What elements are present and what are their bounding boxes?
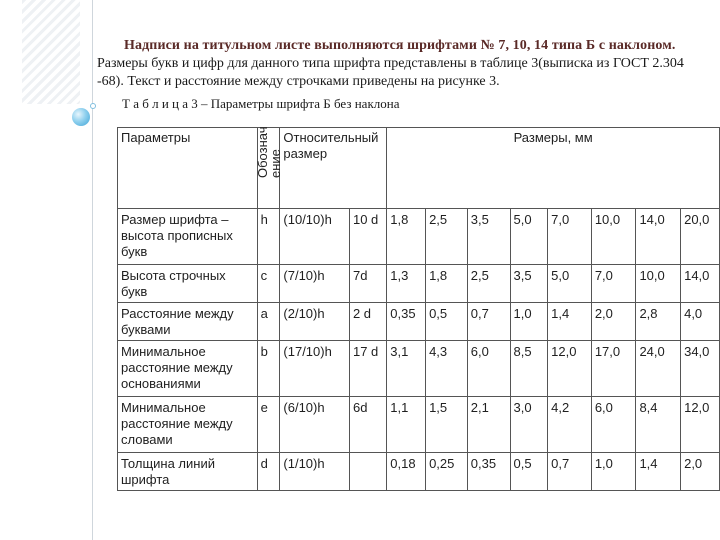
param-name-cell: Высота строчных букв (118, 265, 258, 303)
size-value-cell: 3,5 (510, 265, 548, 303)
symbol-cell: d (257, 453, 280, 491)
param-name-cell: Толщина линий шрифта (118, 453, 258, 491)
size-value-cell: 1,4 (636, 453, 681, 491)
size-value-cell: 5,0 (510, 209, 548, 265)
size-value-cell: 7,0 (591, 265, 636, 303)
table-row (118, 341, 720, 397)
relative-size-cell: (17/10)h (280, 341, 350, 397)
symbol-cell: a (257, 303, 280, 341)
param-name-cell: Минимальное расстояние между словами (118, 397, 258, 453)
symbol-cell: h (257, 209, 280, 265)
size-value-cell: 0,18 (387, 453, 426, 491)
size-value-cell: 6,0 (591, 397, 636, 453)
size-value-cell: 3,1 (387, 341, 426, 397)
size-value-cell: 0,35 (467, 453, 510, 491)
size-value-cell: 6,0 (467, 341, 510, 397)
size-value-cell: 0,35 (387, 303, 426, 341)
param-name-cell: Расстояние между буквами (118, 303, 258, 341)
size-value-cell: 4,0 (681, 303, 720, 341)
size-value-cell: 4,2 (548, 397, 592, 453)
size-value-cell: 10,0 (591, 209, 636, 265)
relative-size-cell: (10/10)h (280, 209, 350, 265)
header-sizes-mm: Размеры, мм (387, 128, 720, 209)
size-value-cell: 12,0 (681, 397, 720, 453)
slide-title: Надписи на титульном листе выполняются шрифтами № 7, 10, 14 типа Б с наклоном. (124, 38, 676, 53)
size-value-cell: 1,0 (591, 453, 636, 491)
param-name-cell: Размер шрифта – высота прописных букв (118, 209, 258, 265)
size-value-cell: 0,5 (426, 303, 468, 341)
decorative-stripe-bar (22, 0, 80, 104)
decorative-bubble-large (72, 108, 90, 126)
size-value-cell: 1,3 (387, 265, 426, 303)
size-value-cell: 8,4 (636, 397, 681, 453)
size-value-cell: 1,8 (426, 265, 468, 303)
param-name-cell: Минимальное расстояние между основаниями (118, 341, 258, 397)
decorative-vertical-line (92, 0, 93, 540)
intro-paragraph: Размеры букв и цифр для данного типа шрифта представлены в таблице 3(выписка из ГОСТ 2.304 -68). Текст и расстояние между строчками приведены на рисунке 3. (97, 56, 684, 89)
relative-size-cell: (1/10)h (280, 453, 350, 491)
table-row (118, 209, 720, 265)
size-value-cell: 3,5 (467, 209, 510, 265)
symbol-cell: b (257, 341, 280, 397)
header-relative-size: Относительный размер (280, 128, 387, 209)
size-value-cell: 2,1 (467, 397, 510, 453)
size-value-cell: 1,0 (510, 303, 548, 341)
size-value-cell: 2,8 (636, 303, 681, 341)
size-value-cell: 1,8 (387, 209, 426, 265)
relative-d-cell (349, 453, 386, 491)
size-value-cell: 10,0 (636, 265, 681, 303)
size-value-cell: 4,3 (426, 341, 468, 397)
decorative-bubble-small (90, 103, 96, 109)
relative-size-cell: (6/10)h (280, 397, 350, 453)
size-value-cell: 2,5 (426, 209, 468, 265)
size-value-cell: 17,0 (591, 341, 636, 397)
table-row (118, 303, 720, 341)
relative-d-cell: 2 d (349, 303, 386, 341)
size-value-cell: 14,0 (636, 209, 681, 265)
size-value-cell: 0,7 (467, 303, 510, 341)
size-value-cell: 3,0 (510, 397, 548, 453)
size-value-cell: 0,25 (426, 453, 468, 491)
size-value-cell: 1,4 (548, 303, 592, 341)
size-value-cell: 0,5 (510, 453, 548, 491)
size-value-cell: 0,7 (548, 453, 592, 491)
table-caption: Т а б л и ц а 3 – Параметры шрифта Б без наклона (122, 96, 400, 111)
size-value-cell: 1,5 (426, 397, 468, 453)
symbol-cell: c (257, 265, 280, 303)
size-value-cell: 2,5 (467, 265, 510, 303)
size-value-cell: 2,0 (681, 453, 720, 491)
size-value-cell: 7,0 (548, 209, 592, 265)
size-value-cell: 12,0 (548, 341, 592, 397)
relative-size-cell: (7/10)h (280, 265, 350, 303)
relative-size-cell: (2/10)h (280, 303, 350, 341)
relative-d-cell: 7d (349, 265, 386, 303)
size-value-cell: 14,0 (681, 265, 720, 303)
size-value-cell: 1,1 (387, 397, 426, 453)
font-parameters-table (117, 127, 720, 491)
relative-d-cell: 10 d (349, 209, 386, 265)
size-value-cell: 20,0 (681, 209, 720, 265)
table-row (118, 265, 720, 303)
symbol-cell: e (257, 397, 280, 453)
relative-d-cell: 17 d (349, 341, 386, 397)
table-header-row (118, 128, 720, 209)
relative-d-cell: 6d (349, 397, 386, 453)
header-designation: Обознач ение (257, 128, 280, 209)
header-params: Параметры (118, 128, 258, 209)
size-value-cell: 24,0 (636, 341, 681, 397)
size-value-cell: 34,0 (681, 341, 720, 397)
size-value-cell: 2,0 (591, 303, 636, 341)
table-row (118, 397, 720, 453)
table-row (118, 453, 720, 491)
size-value-cell: 5,0 (548, 265, 592, 303)
size-value-cell: 8,5 (510, 341, 548, 397)
